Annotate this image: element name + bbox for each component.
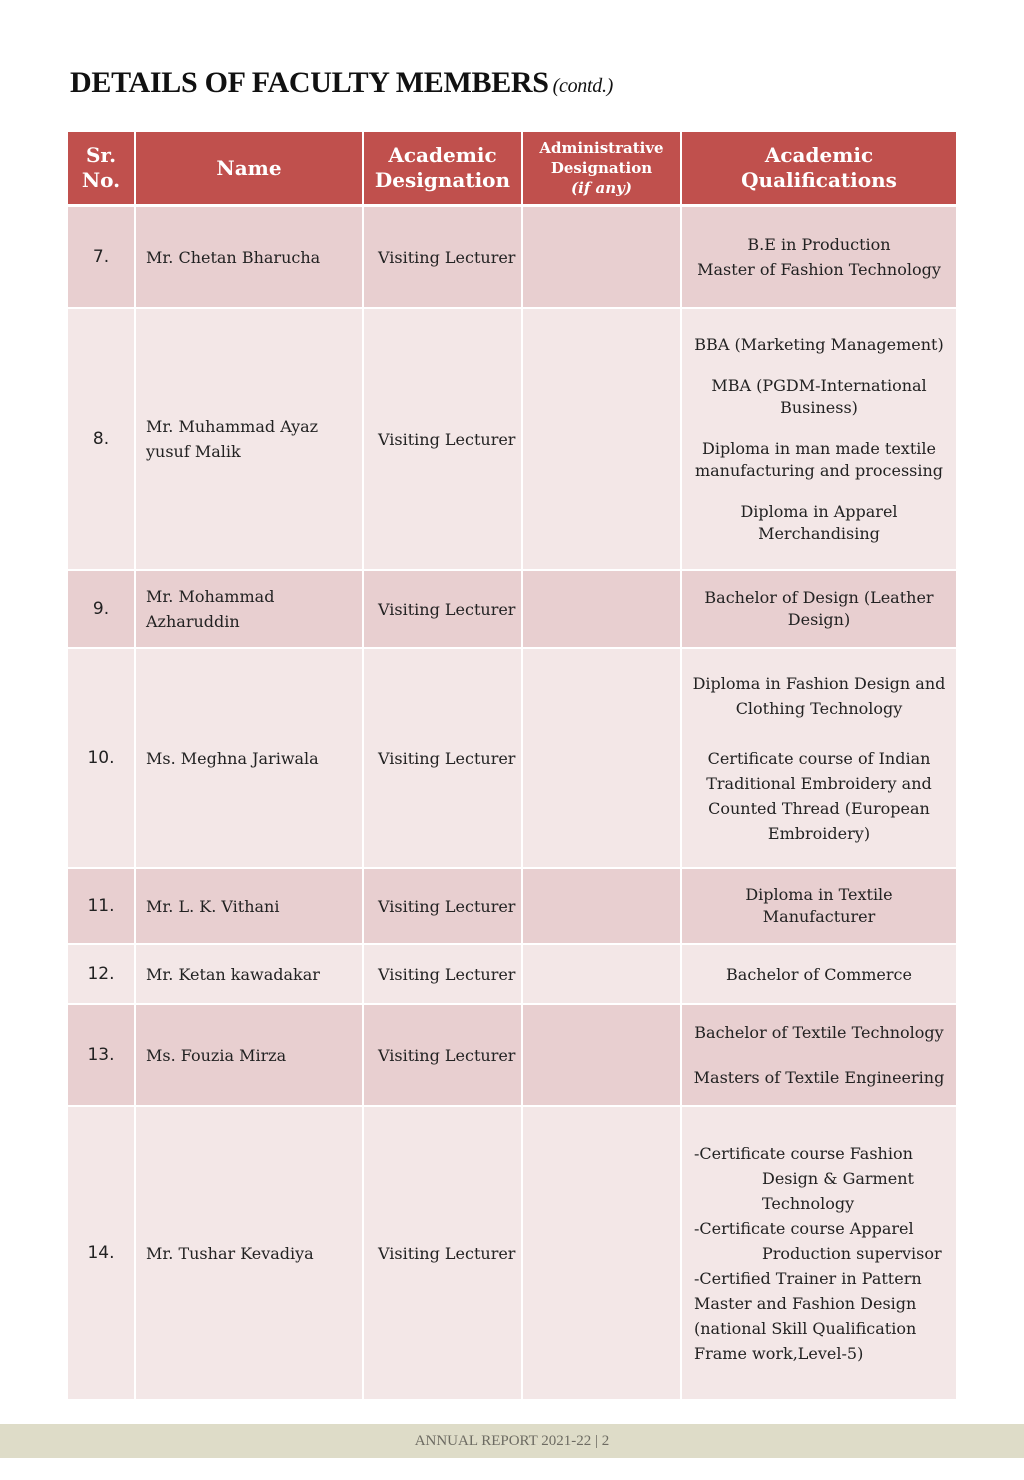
row-admin xyxy=(523,309,682,571)
table-row xyxy=(68,945,956,1005)
faculty-table xyxy=(68,132,956,1401)
row-designation: Visiting Lecturer xyxy=(364,649,523,869)
row-qualifications: BBA (Marketing Management) MBA (PGDM-International Business) Diploma in man made textile manufacturing and processing Diploma in Apparel Merchandising xyxy=(682,309,956,571)
header-academic-designation: Academic Designation xyxy=(364,132,523,207)
row-designation: Visiting Lecturer xyxy=(364,1005,523,1107)
row-name: Mr. Chetan Bharucha xyxy=(136,207,364,309)
page-title-note: (contd.) xyxy=(552,75,614,97)
table-row xyxy=(68,1005,956,1107)
row-sr: 13. xyxy=(68,1005,136,1107)
table-row xyxy=(68,1107,956,1401)
row-admin xyxy=(523,649,682,869)
row-designation: Visiting Lecturer xyxy=(364,869,523,945)
row-sr: 10. xyxy=(68,649,136,869)
footer-text: ANNUAL REPORT 2021-22 | 2 xyxy=(414,1433,610,1449)
row-admin xyxy=(523,945,682,1005)
row-admin xyxy=(523,1005,682,1107)
row-qualifications: Bachelor of Textile Technology Masters of Textile Engineering xyxy=(682,1005,956,1107)
row-designation: Visiting Lecturer xyxy=(364,207,523,309)
header-name: Name xyxy=(136,132,364,207)
footer-bar xyxy=(0,1424,1024,1458)
row-admin xyxy=(523,869,682,945)
row-designation: Visiting Lecturer xyxy=(364,945,523,1005)
row-sr: 11. xyxy=(68,869,136,945)
row-qualifications: B.E in Production Master of Fashion Technology xyxy=(682,207,956,309)
row-name: Mr. Muhammad Ayaz yusuf Malik xyxy=(136,309,364,571)
row-qualifications: Bachelor of Design (Leather Design) xyxy=(682,571,956,649)
row-qualifications: Diploma in Fashion Design and Clothing Technology Certificate course of Indian Traditional Embroidery and Counted Thread (European Embroidery) xyxy=(682,649,956,869)
row-qualifications: -Certificate course Fashion Design & Garment Technology -Certificate course Apparel Production supervisor -Certified Trainer in Pattern Master and Fashion Design (national Skill Qualification Frame work,Level-5) xyxy=(682,1107,956,1401)
row-designation: Visiting Lecturer xyxy=(364,309,523,571)
row-sr: 9. xyxy=(68,571,136,649)
row-admin xyxy=(523,1107,682,1401)
page-title: DETAILS OF FACULTY MEMBERS (contd.) xyxy=(70,66,614,99)
table-row xyxy=(68,207,956,309)
row-qualifications: Bachelor of Commerce xyxy=(682,945,956,1005)
header-academic-qualifications: Academic Qualifications xyxy=(682,132,956,207)
row-sr: 7. xyxy=(68,207,136,309)
table-row xyxy=(68,571,956,649)
row-sr: 12. xyxy=(68,945,136,1005)
row-qualifications: Diploma in Textile Manufacturer xyxy=(682,869,956,945)
header-sr-no: Sr. No. xyxy=(68,132,136,207)
row-sr: 14. xyxy=(68,1107,136,1401)
row-sr: 8. xyxy=(68,309,136,571)
table-row xyxy=(68,869,956,945)
table-header-row xyxy=(68,132,956,207)
row-admin xyxy=(523,571,682,649)
row-name: Ms. Fouzia Mirza xyxy=(136,1005,364,1107)
row-designation: Visiting Lecturer xyxy=(364,571,523,649)
row-admin xyxy=(523,207,682,309)
row-name: Mr. Tushar Kevadiya xyxy=(136,1107,364,1401)
row-name: Ms. Meghna Jariwala xyxy=(136,649,364,869)
row-name: Mr. Mohammad Azharuddin xyxy=(136,571,364,649)
row-name: Mr. Ketan kawadakar xyxy=(136,945,364,1005)
header-administrative-designation: Administrative Designation (if any) xyxy=(523,132,682,207)
table-row xyxy=(68,649,956,869)
row-designation: Visiting Lecturer xyxy=(364,1107,523,1401)
row-name: Mr. L. K. Vithani xyxy=(136,869,364,945)
table-row xyxy=(68,309,956,571)
